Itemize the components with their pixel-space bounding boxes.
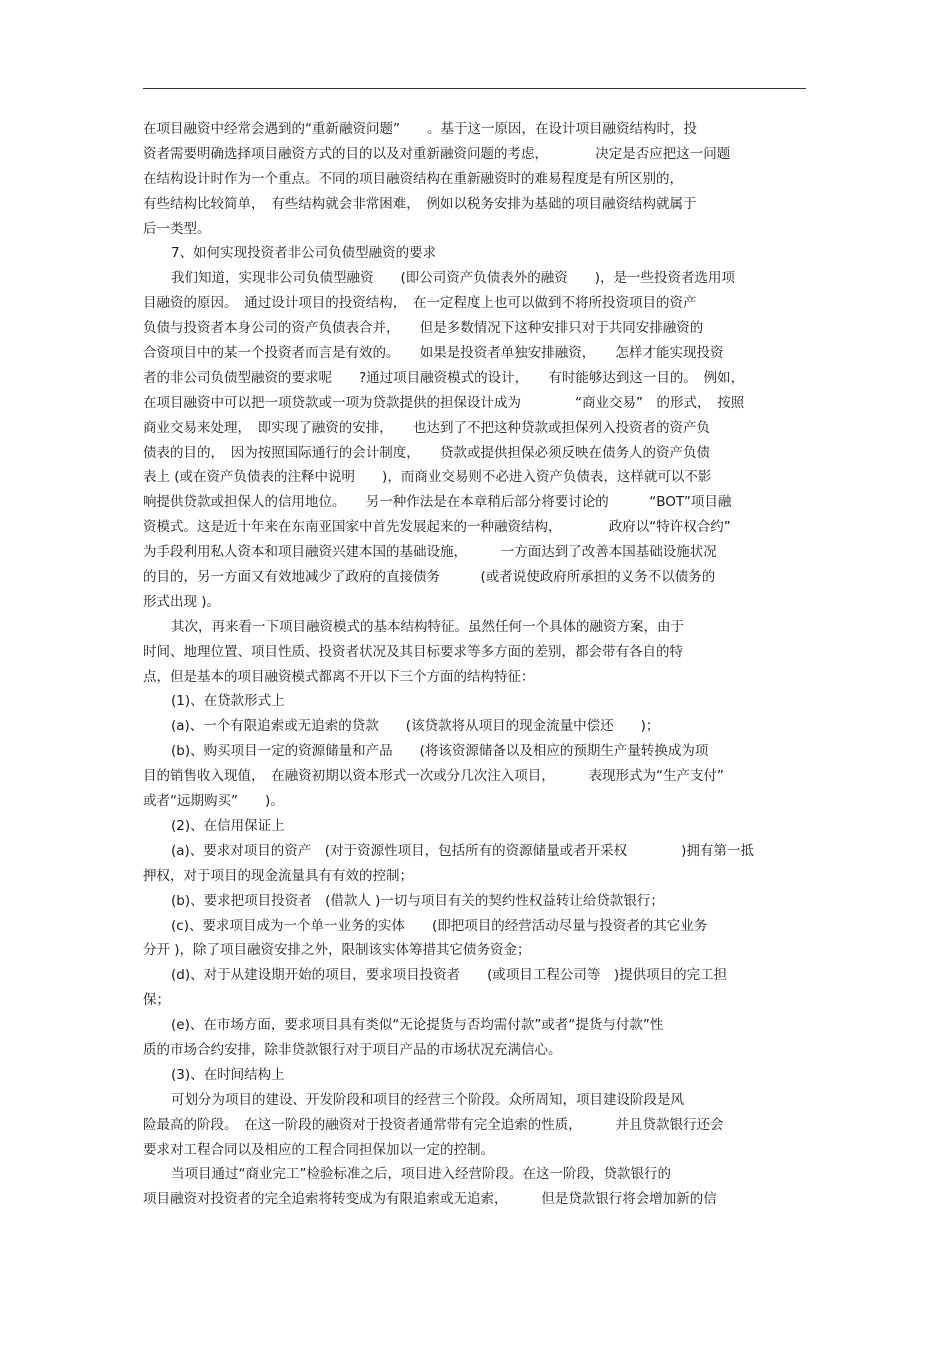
text-line: 响提供贷款或担保人的信用地位。 另一种作法是在本章稍后部分将要讨论的 “BOT”项目融 (143, 494, 732, 511)
text-line: (a)、一个有限追索或无追索的贷款 (该贷款将从项目的现金流量中偿还 )； (171, 718, 660, 735)
text-line: (3)、在时间结构上 (171, 1066, 285, 1083)
text-line: 有些结构比较简单， 有些结构就会非常困难， 例如以税务安排为基础的项目融资结构就属于 (143, 195, 697, 212)
text-line: 项目融资对投资者的完全追索将转变成为有限追索或无追索， 但是贷款银行将会增加新的信 (143, 1191, 717, 1208)
text-line: 其次，再来看一下项目融资模式的基本结构特征。虽然任何一个具体的融资方案，由于 (171, 618, 684, 635)
text-line: (1)、在贷款形式上 (171, 693, 285, 710)
text-line: 者的非公司负债型融资的要求呢 ?通过项目融资模式的设计， 有时能够达到这一目的。 例如， (143, 369, 745, 386)
text-line: 目的销售收入现值， 在融资初期以资本形式一次或分几次注入项目， 表现形式为“生产支付” (143, 768, 724, 785)
text-line: 时间、地理位置、项目性质、投资者状况及其目标要求等多方面的差别，都会带有各自的特 (143, 643, 683, 660)
text-line: 在项目融资中经常会遇到的“重新融资问题” 。基于这一原因，在设计项目融资结构时，投 (143, 121, 697, 137)
text-line: 目融资的原因。 通过设计项目的投资结构， 在一定程度上也可以做到不将所投资项目的资产 (143, 295, 697, 312)
text-line: 在结构设计时作为一个重点。不同的项目融资结构在重新融资时的难易程度是有所区别的， (143, 170, 683, 187)
text-line: 保； (143, 992, 170, 1009)
text-line: (b)、要求把项目投资者 (借款人 )一切与项目有关的契约性权益转让给贷款银行； (171, 892, 664, 909)
text-line: 点，但是基本的项目融资模式都离不开以下三个方面的结构特征： (143, 668, 535, 685)
text-line: 或者“远期购买” )。 (143, 793, 284, 810)
text-line: 为手段利用私人资本和项目融资兴建本国的基础设施， 一方面达到了改善本国基础设施状况 (143, 544, 717, 561)
text-line: 商业交易来处理， 即实现了融资的安排， 也达到了不把这种贷款或担保列入投资者的资产负 (143, 419, 710, 436)
text-line: 债表的目的， 因为按照国际通行的会计制度， 贷款或提供担保必须反映在债务人的资产负债 (143, 444, 710, 461)
text-line: 7、如何实现投资者非公司负债型融资的要求 (171, 245, 437, 262)
text-line: 押权，对于项目的现金流量具有有效的控制； (143, 867, 413, 884)
text-line: 分开 )，除了项目融资安排之外，限制该实体筹措其它债务资金； (143, 942, 531, 959)
text-line: 形式出现 )。 (143, 593, 221, 610)
text-line: (b)、购买项目一定的资源储量和产品 (将该资源储备以及相应的预期生产量转换成为项 (171, 743, 709, 760)
text-line: (c)、要求项目成为一个单一业务的实体 (即把项目的经营活动尽量与投资者的其它业务 (171, 917, 708, 934)
text-line: 的目的，另一方面又有效地减少了政府的直接债务 (或者说使政府所承担的义务不以债务的 (143, 569, 716, 586)
document-body (143, 117, 808, 1212)
text-line: 质的市场合约安排，除非贷款银行对于项目产品的市场状况充满信心。 (143, 1041, 562, 1058)
text-line: 要求对工程合同以及相应的工程合同担保加以一定的控制。 (143, 1141, 494, 1158)
text-line: 险最高的阶段。 在这一阶段的融资对于投资者通常带有完全追索的性质， 并且贷款银行还会 (143, 1116, 724, 1133)
text-line: 在项目融资中可以把一项贷款或一项为贷款提供的担保设计成为 “商业交易” 的形式， 按照 (143, 394, 745, 411)
header-rule (143, 88, 806, 89)
text-line: 负债与投资者本身公司的资产负债表合并， 但是多数情况下这种安排只对于共同安排融资的 (143, 320, 704, 337)
text-line: 可划分为项目的建设、开发阶段和项目的经营三个阶段。众所周知，项目建设阶段是风 (171, 1091, 684, 1108)
text-line: (a)、要求对项目的资产 (对于资源性项目，包括所有的资源储量或者开采权 )拥有第一抵 (171, 842, 754, 859)
text-line: 合资项目中的某一个投资者而言是有效的。 如果是投资者单独安排融资， 怎样才能实现投资 (143, 345, 724, 362)
text-line: (d)、对于从建设期开始的项目，要求项目投资者 (或项目工程公司等 )提供项目的完工担 (171, 967, 728, 984)
text-line: 后一类型。 (143, 220, 211, 237)
text-line: (e)、在市场方面，要求项目具有类似“无论提货与否均需付款”或者“提货与付款”性 (171, 1017, 664, 1034)
text-line: 当项目通过“商业完工”检验标准之后，项目进入经营阶段。在这一阶段，贷款银行的 (171, 1166, 671, 1183)
text-line: 资者需要明确选择项目融资方式的目的以及对重新融资问题的考虑， 决定是否应把这一问题 (143, 145, 731, 162)
text-line: (2)、在信用保证上 (171, 817, 285, 834)
text-line: 我们知道，实现非公司负债型融资 (即公司资产负债表外的融资 )，是一些投资者选用项 (171, 270, 736, 287)
text-line: 表上 (或在资产负债表的注释中说明 )，而商业交易则不必进入资产负债表，这样就可以不影 (143, 469, 712, 486)
text-line: 资模式。这是近十年来在东南亚国家中首先发展起来的一种融资结构， 政府以“特许权合约” (143, 519, 731, 536)
